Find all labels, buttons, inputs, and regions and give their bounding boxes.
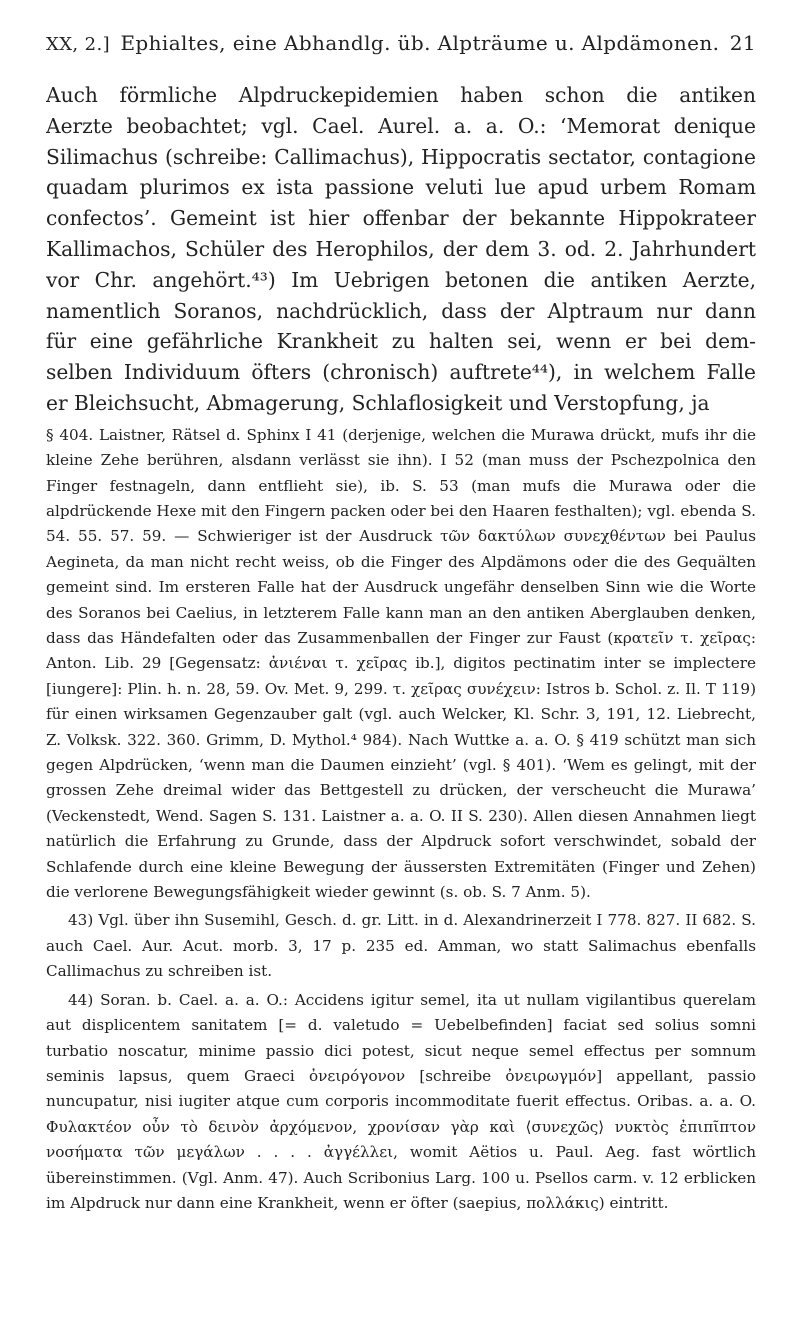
running-head (46, 30, 756, 58)
footnotes (46, 423, 756, 1217)
body-line: quadam plurimos ex ista passione veluti lue apud urbem Romam (46, 175, 756, 200)
footnote-43: 43) Vgl. über ihn Susemihl, Gesch. d. gr. Litt. in d. Alexandrinerzeit I 778. 827. II 682. S. auch Cael. Aur. Acut. morb. 3, 17 p. 235 ed. Amman, wo statt Salimachus ebenfalls Callimachus zu schreiben ist. (46, 911, 756, 981)
body-line: namentlich Soranos, nachdrücklich, dass der Alptraum nur dann (46, 298, 756, 323)
body-line: Silimachus (schreibe: Callimachus), Hippocratis sectator, contagione (46, 144, 756, 169)
body-line: für eine gefährliche Krankheit zu halten sei, wenn er bei dem- (46, 329, 756, 354)
page-number: 21 (729, 31, 756, 55)
footnote-continuation: § 404. Laistner, Rätsel d. Sphinx I 41 (derjenige, welchen die Murawa drückt, mufs ihr die kleine Zehe berühren, alsdann verlässt sie ihn). I 52 (man muss der Pschezpolnica den Finger festnageln, dann entflieht sie), ib. S. 53 (man mufs die Murawa oder die alpdrückende Hexe mit den Fingern packen oder bei den Haaren festhalten); vgl. ebenda S. 54. 55. 57. 59. — Schwieriger ist der Ausdruck τῶν δακτύλων συνεχθέντων bei Paulus Aegineta, da man nicht recht weiss, ob die Finger des Alpdämons oder die des Gequälten gemeint sind. Im ersteren Falle hat der Ausdruck ungefähr denselben Sinn wie die Worte des Soranos bei Caelius, in letzterem Falle kann man an den antiken Aberglauben denken, dass das Händefalten oder das Zusammenballen der Finger zur Faust (κρατεῖν τ. χεῖρας: Anton. Lib. 29 [Gegensatz: ἀνιέναι τ. χεῖρας ib.], digitos pectinatim inter se implectere [iungere]: Plin. h. n. 28, 59. Ov. Met. 9, 299. τ. χεῖρας συνέχειν: Istros b. Schol. z. Il. T 119) für einen wirksamen Gegenzauber galt (vgl. auch Welcker, Kl. Schr. 3, 191, 12. Liebrecht, Z. Volksk. 322. 360. Grimm, D. Mythol.⁴ 984). Nach Wuttke a. a. O. § 419 schützt man sich gegen Alpdrücken, ‘wenn man die Daumen einzieht’ (vgl. § 401). ‘Wem es gelingt, mit der grossen Zehe dreimal wider das Bettgestell zu drücken, der verscheucht die Murawa’ (Veckenstedt, Wend. Sagen S. 131. Laistner a. a. O. II S. 230). Allen diesen Annahmen liegt natürlich die Erfahrung zu Grunde, dass der Alpdruck sofort verschwindet, sobald der Schlafende durch eine kleine Bewegung der äussersten Extremitäten (Finger und Zehen) die verlorene Bewegungsfähigkeit wieder gewinnt (s. ob. S. 7 Anm. 5). (46, 425, 756, 902)
body-line: confectos’. Gemeint ist hier offenbar der bekannte Hippokrateer (46, 206, 756, 231)
body-line: Aerzte beobachtet; vgl. Cael. Aurel. a. a. O.: ‘Memorat denique (46, 113, 756, 138)
footnote-44: 44) Soran. b. Cael. a. a. O.: Accidens igitur semel, ita ut nullam vigilantibus querelam aut displicentem sanitatem [= d. valetudo = Uebelbefinden] faciat sed solius somni turbatio noscatur, minime passio dici potest, sicut neque semel effectus per somnum seminis lapsus, quem Graeci ὀνειρόγονον [schreibe ὀνειρωγμόν] appellant, passio nuncupatur, nisi iugiter atque cum corporis incommoditate fuerit effectus. Oribas. a. a. O. Φυλακτέον οὖν τὸ δεινὸν ἀρχόμενον, χρονίσαν γὰρ καὶ ⟨συνεχῶς⟩ νυκτὸς ἐπιπῖπτον νοσήματα τῶν μεγάλων . . . . ἀγγέλλει, womit Aëtios u. Paul. Aeg. fast wörtlich übereinstimmen. (Vgl. Anm. 47). Auch Scribonius Larg. 100 u. Psellos carm. v. 12 erblicken im Alpdruck nur dann eine Krankheit, wenn er öfter (saepius, πολλάκις) eintritt. (46, 990, 756, 1212)
running-title: Ephialtes, eine Abhandlg. üb. Alpträume u. Alpdämonen. (120, 31, 720, 55)
chapter-reference: XX, 2.] (46, 34, 111, 55)
book-page (46, 30, 756, 1310)
body-line: Auch förmliche Alpdruckepidemien haben schon die antiken (46, 83, 756, 107)
body-line: Kallimachos, Schüler des Herophilos, der dem 3. od. 2. Jahrhundert (46, 236, 756, 261)
body-line: er Bleichsucht, Abmagerung, Schlaflosigkeit und Verstopfung, ja (46, 390, 710, 415)
body-line: vor Chr. angehört.⁴³) Im Uebrigen betonen die antiken Aerzte, (46, 267, 756, 292)
body-text (46, 80, 756, 419)
body-line: selben Individuum öfters (chronisch) auftrete⁴⁴), in welchem Falle (46, 360, 756, 385)
